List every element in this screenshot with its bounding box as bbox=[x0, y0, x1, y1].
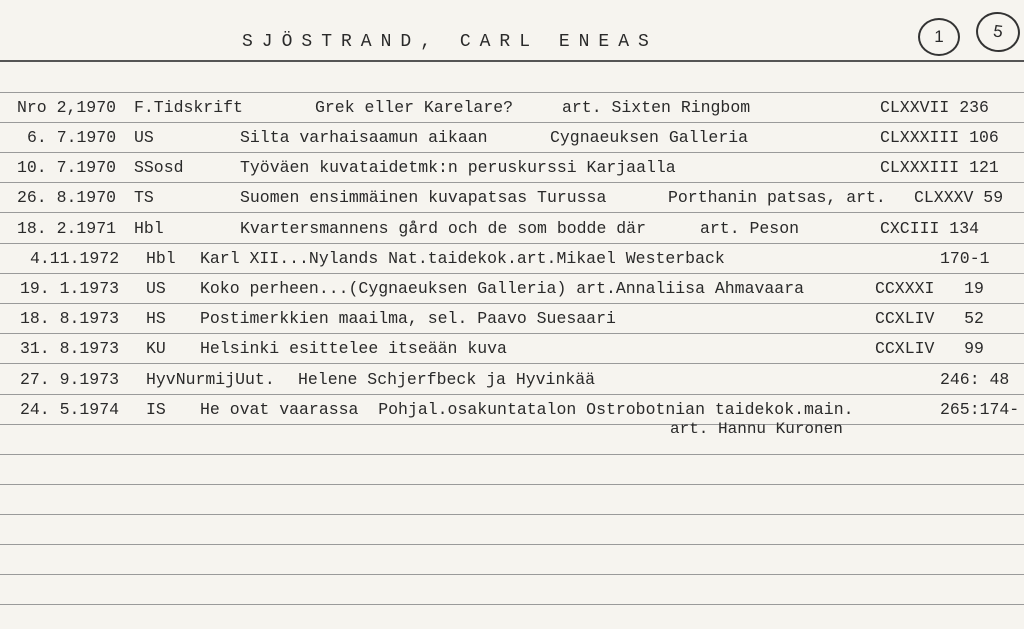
entry-extra: Cygnaeuksen Galleria bbox=[550, 128, 749, 147]
ruled-line bbox=[0, 454, 1024, 455]
ruled-line bbox=[0, 243, 1024, 244]
entry-date: 19. 1.1973 bbox=[20, 279, 120, 298]
entry-ref: CLXXXIII 121 bbox=[880, 158, 999, 177]
entry-row bbox=[0, 185, 1024, 211]
entry-extra: art. Peson bbox=[700, 219, 800, 238]
entry-source: Hbl bbox=[134, 219, 164, 238]
entry-ref: CCXXXI 19 bbox=[875, 279, 984, 298]
entry-source: F.Tidskrift bbox=[134, 98, 243, 117]
entry-date: 26. 8.1970 bbox=[17, 188, 117, 207]
entry-ref: 170-1 bbox=[940, 249, 990, 268]
ruled-line bbox=[0, 303, 1024, 304]
ruled-line bbox=[0, 394, 1024, 395]
header-rule bbox=[0, 60, 1024, 62]
entry-row bbox=[0, 336, 1024, 362]
card-total-badge: 5 bbox=[973, 9, 1022, 55]
entry-ref: CCXLIV 99 bbox=[875, 339, 984, 358]
entry-source: Hbl bbox=[146, 249, 176, 268]
entry-title: Grek eller Karelare? bbox=[315, 98, 514, 117]
entry-ref: CLXXXV 59 bbox=[914, 188, 1004, 207]
entry-row bbox=[0, 367, 1024, 393]
ruled-line bbox=[0, 122, 1024, 123]
entry-source: US bbox=[146, 279, 166, 298]
entry-row bbox=[0, 306, 1024, 332]
entry-date: 6. 7.1970 bbox=[27, 128, 117, 147]
ruled-line bbox=[0, 152, 1024, 153]
card-title: SJÖSTRAND, CARL ENEAS bbox=[242, 32, 658, 52]
entry-title: Helsinki esittelee itseään kuva bbox=[200, 339, 507, 358]
entry-row bbox=[0, 216, 1024, 242]
ruled-line bbox=[0, 273, 1024, 274]
entry-date: Nro 2,1970 bbox=[17, 98, 117, 117]
ruled-line bbox=[0, 212, 1024, 213]
ruled-line bbox=[0, 544, 1024, 545]
entry-title: Helene Schjerfbeck ja Hyvinkää bbox=[298, 370, 596, 389]
ruled-line bbox=[0, 424, 1024, 425]
entry-extra: Porthanin patsas, art. bbox=[668, 188, 886, 207]
ruled-line bbox=[0, 514, 1024, 515]
entry-date: 18. 8.1973 bbox=[20, 309, 120, 328]
entry-source: IS bbox=[146, 400, 166, 419]
ruled-line bbox=[0, 333, 1024, 334]
ruled-line bbox=[0, 604, 1024, 605]
ruled-line bbox=[0, 574, 1024, 575]
entry-row bbox=[0, 246, 1024, 272]
entry-row bbox=[0, 397, 1024, 423]
entry-title: Karl XII...Nylands Nat.taidekok.art.Mikael Westerback bbox=[200, 249, 725, 268]
entry-title: Suomen ensimmäinen kuvapatsas Turussa bbox=[240, 188, 607, 207]
entry-row bbox=[0, 125, 1024, 151]
entry-date: 24. 5.1974 bbox=[20, 400, 120, 419]
ruled-line bbox=[0, 92, 1024, 93]
entry-source: TS bbox=[134, 188, 154, 207]
entry-date: 4.11.1972 bbox=[30, 249, 120, 268]
entry-date: 10. 7.1970 bbox=[17, 158, 117, 177]
entry-ref: 265:174- bbox=[940, 400, 1020, 419]
ruled-line bbox=[0, 363, 1024, 364]
entry-title: Työväen kuvataidetmk:n peruskurssi Karjaalla bbox=[240, 158, 676, 177]
entry-ref: CLXXVII 236 bbox=[880, 98, 989, 117]
ruled-line bbox=[0, 182, 1024, 183]
ruled-line bbox=[0, 484, 1024, 485]
entry-source: HS bbox=[146, 309, 166, 328]
entry-title: Koko perheen...(Cygnaeuksen Galleria) art.Annaliisa Ahmavaara bbox=[200, 279, 804, 298]
entry-row bbox=[0, 155, 1024, 181]
entry-ref: 246: 48 bbox=[940, 370, 1010, 389]
entry-source: KU bbox=[146, 339, 166, 358]
entry-extra: art. Sixten Ringbom bbox=[562, 98, 751, 117]
entry-title: Postimerkkien maailma, sel. Paavo Suesaari bbox=[200, 309, 616, 328]
entry-subline: art. Hannu Kuronen bbox=[670, 420, 843, 438]
entry-date: 31. 8.1973 bbox=[20, 339, 120, 358]
entry-date: 18. 2.1971 bbox=[17, 219, 117, 238]
card-number-badge: 1 bbox=[918, 18, 960, 56]
entry-ref: CXCIII 134 bbox=[880, 219, 980, 238]
entry-source: SSosd bbox=[134, 158, 184, 177]
entry-ref: CCXLIV 52 bbox=[875, 309, 984, 328]
entry-row bbox=[0, 276, 1024, 302]
entry-source: HyvNurmijUut. bbox=[146, 370, 275, 389]
entry-title: Kvartersmannens gård och de som bodde där bbox=[240, 219, 646, 238]
entry-source: US bbox=[134, 128, 154, 147]
entry-date: 27. 9.1973 bbox=[20, 370, 120, 389]
entry-title: Silta varhaisaamun aikaan bbox=[240, 128, 488, 147]
entry-title: He ovat vaarassa Pohjal.osakuntatalon Ostrobotnian taidekok.main. bbox=[200, 400, 854, 419]
entry-ref: CLXXXIII 106 bbox=[880, 128, 999, 147]
entry-row bbox=[0, 95, 1024, 121]
